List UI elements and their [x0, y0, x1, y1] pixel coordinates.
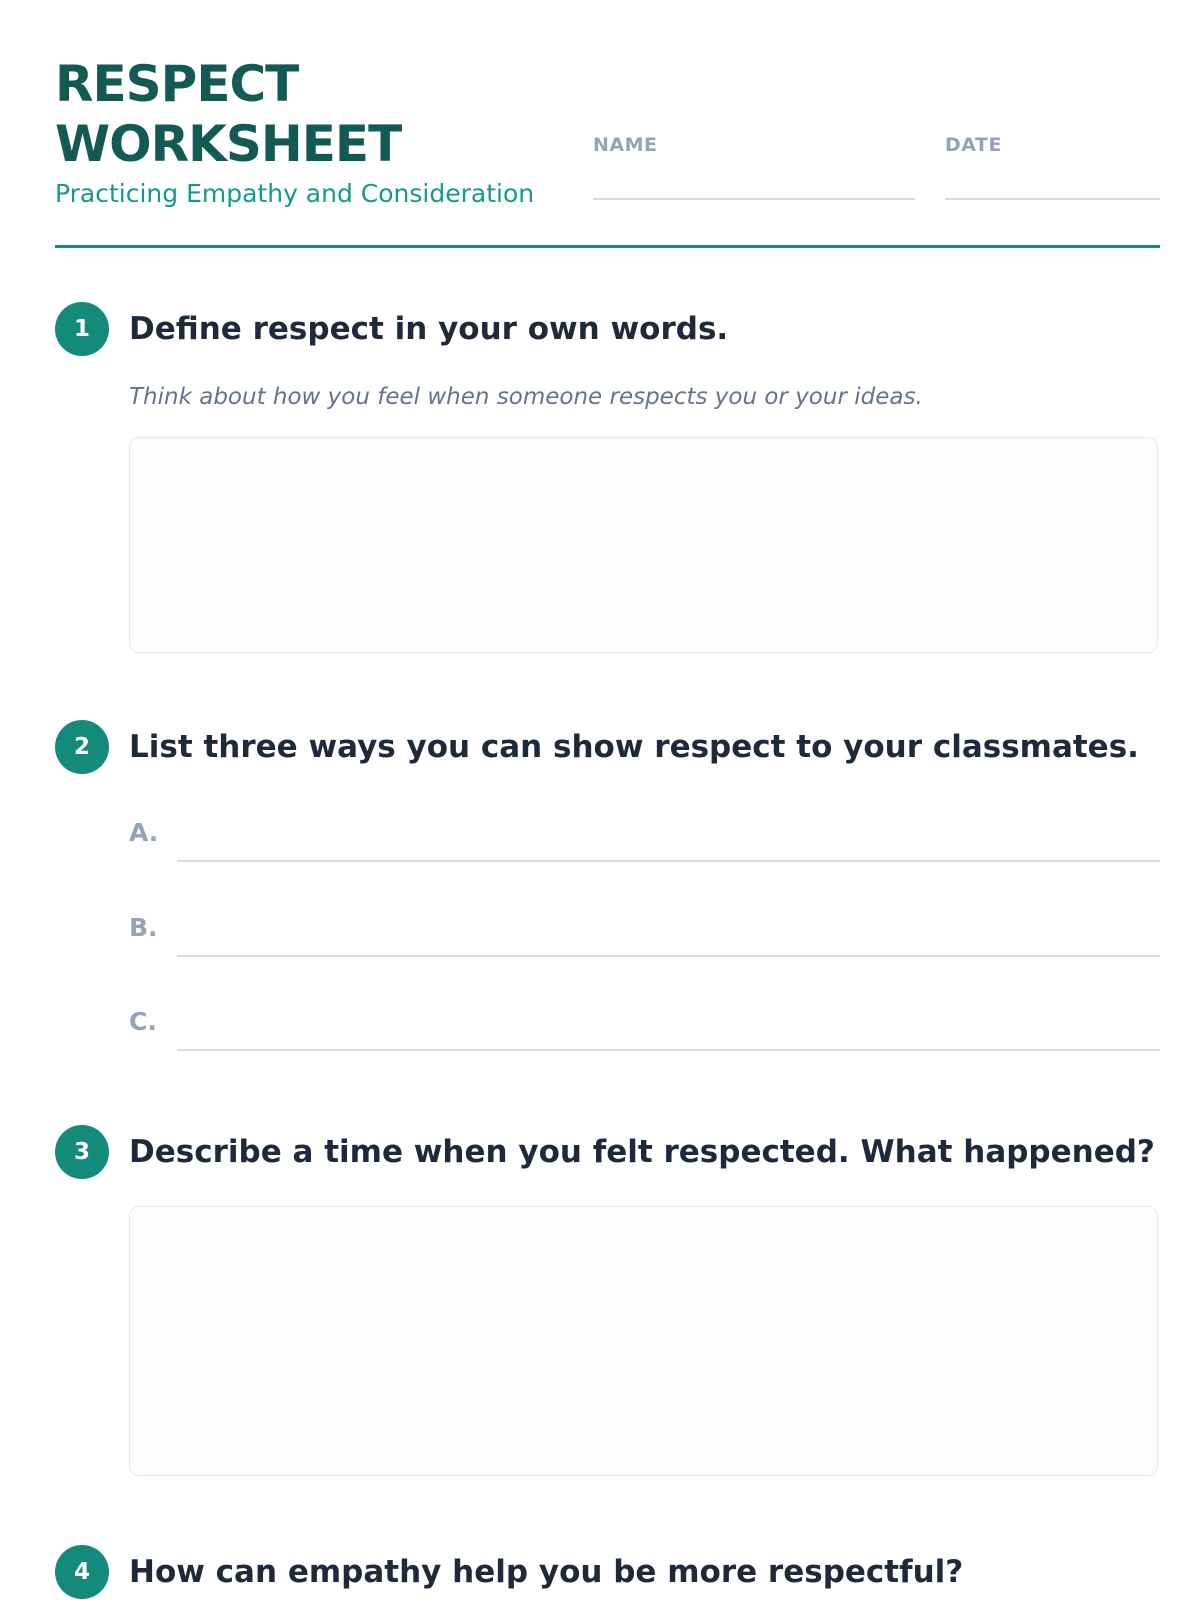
answer-rule[interactable] [177, 1049, 1160, 1051]
line-letter: B. [129, 913, 158, 942]
worksheet-subtitle: Practicing Empathy and Consideration [55, 179, 535, 208]
date-field[interactable] [945, 134, 1002, 156]
worksheet-header [55, 50, 1160, 248]
question-number-badge: 4 [55, 1545, 109, 1599]
name-line[interactable] [593, 198, 915, 200]
line-letter: A. [129, 818, 159, 847]
question-text: List three ways you can show respect to your classmates. [129, 729, 1139, 765]
question-number-badge: 2 [55, 720, 109, 774]
date-line[interactable] [945, 198, 1160, 200]
question-text: How can empathy help you be more respectful? [129, 1554, 964, 1590]
line-letter: C. [129, 1007, 157, 1036]
answer-line-b[interactable] [129, 907, 1160, 957]
title-line-1: RESPECT [55, 55, 299, 113]
answer-line-c[interactable] [129, 1001, 1160, 1051]
worksheet-page [55, 0, 1160, 1600]
question-text: Define respect in your own words. [129, 311, 729, 347]
answer-rule[interactable] [177, 860, 1160, 862]
title-line-2: WORKSHEET [55, 115, 402, 173]
question-hint: Think about how you feel when someone respects you or your ideas. [129, 384, 923, 410]
question-text: Describe a time when you felt respected. What happened? [129, 1134, 1155, 1170]
answer-box[interactable] [129, 437, 1158, 653]
worksheet-title [55, 54, 401, 174]
name-label: NAME [593, 134, 658, 156]
name-field[interactable] [593, 134, 658, 156]
answer-line-a[interactable] [129, 812, 1160, 862]
question-number-badge: 1 [55, 302, 109, 356]
answer-box[interactable] [129, 1206, 1158, 1476]
date-label: DATE [945, 134, 1002, 156]
question-number-badge: 3 [55, 1125, 109, 1179]
answer-rule[interactable] [177, 955, 1160, 957]
